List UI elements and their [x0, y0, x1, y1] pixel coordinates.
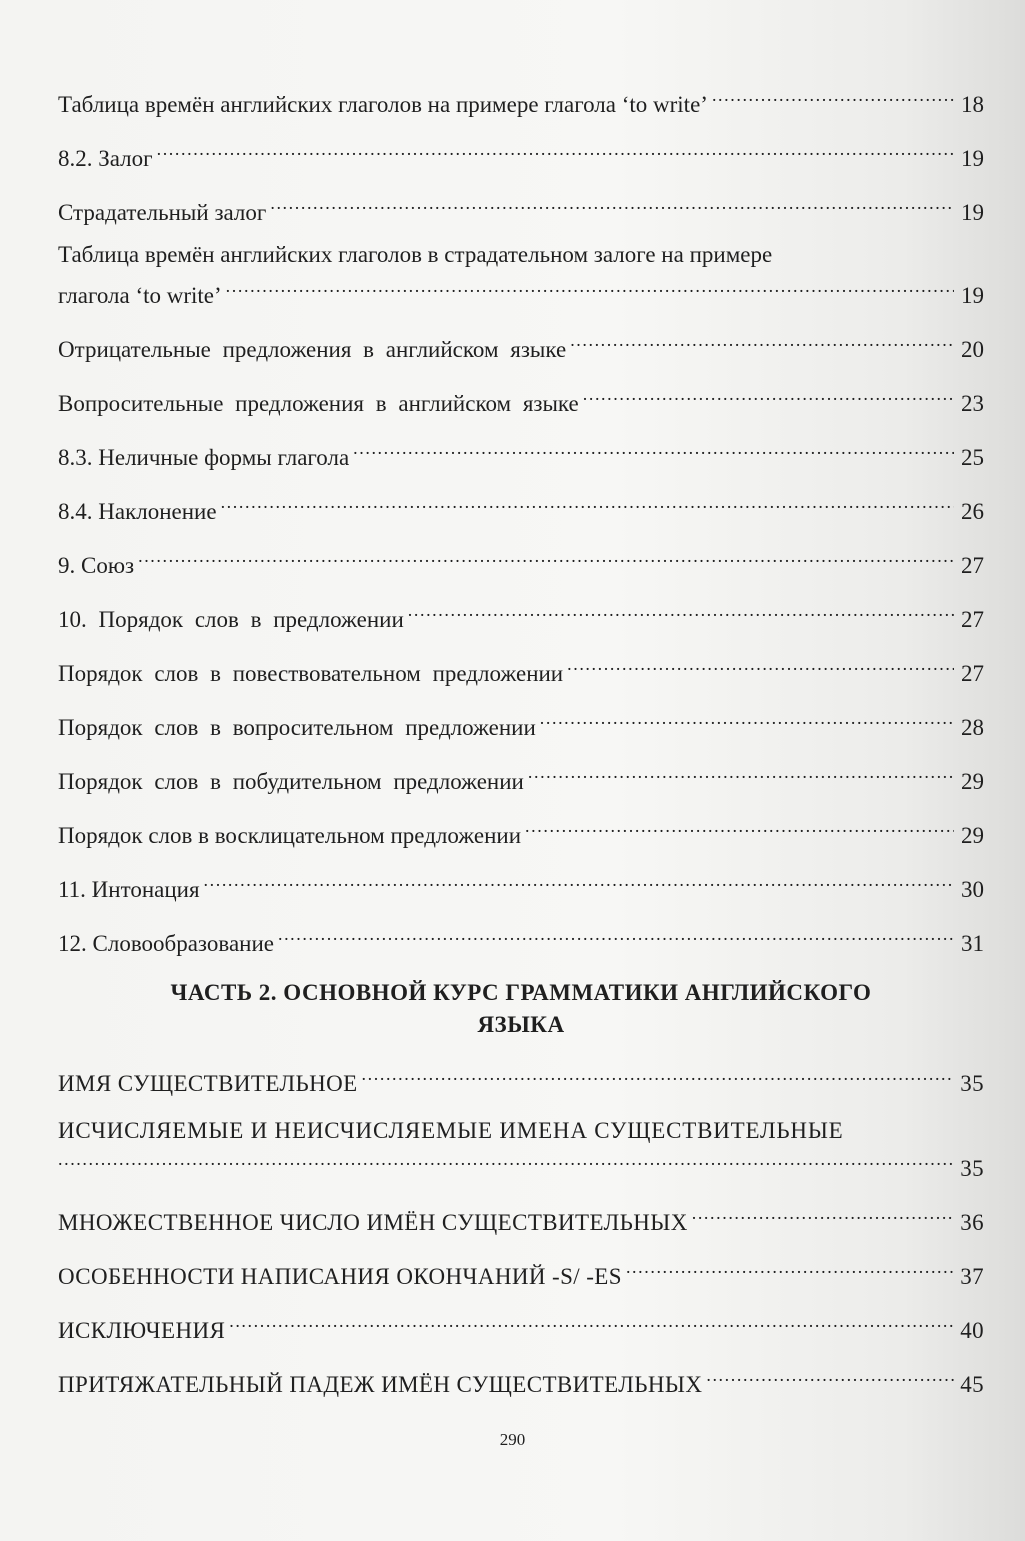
toc-entry	[58, 1200, 984, 1238]
toc-entry-title: 11. Интонация	[58, 877, 200, 902]
toc-entry	[58, 1362, 984, 1400]
toc-entry-page: 30	[961, 877, 984, 902]
toc-entry-page: 27	[961, 607, 984, 632]
toc-entry-page: 18	[961, 92, 984, 117]
dot-leader	[229, 1308, 954, 1338]
toc-entry-title: ПРИТЯЖАТЕЛЬНЫЙ ПАДЕЖ ИМЁН СУЩЕСТВИТЕЛЬНЫХ	[58, 1372, 703, 1397]
toc-entry	[58, 1061, 984, 1099]
toc-entry-page: 40	[960, 1318, 984, 1343]
toc-entry-page: 19	[961, 146, 984, 171]
toc-entry-page: 36	[960, 1210, 984, 1235]
toc-entry-title-line1: ИСЧИСЛЯЕМЫЕ И НЕИСЧИСЛЯЕМЫЕ ИМЕНА СУЩЕСТВИТЕЛЬНЫЕ	[58, 1118, 844, 1143]
toc-entry-title: 12. Словообразование	[58, 931, 274, 956]
toc-entry	[58, 82, 984, 120]
toc-entry	[58, 273, 984, 311]
dot-leader	[58, 1146, 954, 1176]
toc-entry-page: 26	[961, 499, 984, 524]
toc-entry-page: 35	[960, 1156, 984, 1181]
toc-entry-page: 19	[961, 200, 984, 225]
dot-leader	[204, 867, 954, 897]
toc-entry-page: 35	[960, 1071, 984, 1096]
toc-entry-title: ИМЯ СУЩЕСТВИТЕЛЬНОЕ	[58, 1071, 358, 1096]
toc-entry-title: Порядок слов в повествовательном предложении	[58, 661, 564, 686]
toc-entry-page: 25	[961, 445, 984, 470]
toc-entry-title: глагола ‘to write’	[58, 283, 222, 308]
part-heading-line1: ЧАСТЬ 2. ОСНОВНОЙ КУРС ГРАММАТИКИ АНГЛИЙСКОГО	[170, 980, 872, 1005]
toc-entry-page: 28	[961, 715, 984, 740]
page-number: 290	[499, 1430, 526, 1449]
toc-entry	[58, 190, 984, 228]
toc-entry-title: 9. Союз	[58, 553, 135, 578]
dot-leader	[626, 1254, 954, 1284]
dot-leader	[221, 489, 954, 519]
toc-entry-title: Отрицательные предложения в английском языке	[58, 337, 567, 362]
dot-leader	[525, 813, 954, 843]
toc-entry-title: Страдательный залог	[58, 200, 267, 225]
dot-leader	[362, 1061, 954, 1091]
toc-entry	[58, 136, 984, 174]
toc-entry	[58, 543, 984, 581]
toc-entry-title: 8.3. Неличные формы глагола	[58, 445, 350, 470]
toc-entry-page: 27	[961, 553, 984, 578]
toc-entry-title: ОСОБЕННОСТИ НАПИСАНИЯ ОКОНЧАНИЙ -S/ -ES	[58, 1264, 622, 1289]
dot-leader	[226, 273, 954, 303]
dot-leader	[528, 759, 954, 789]
dot-leader	[567, 651, 954, 681]
toc-entry	[58, 705, 984, 743]
toc-entry-title: МНОЖЕСТВЕННОЕ ЧИСЛО ИМЁН СУЩЕСТВИТЕЛЬНЫХ	[58, 1210, 688, 1235]
toc-entry-page: 23	[961, 391, 984, 416]
toc-entry	[58, 813, 984, 851]
toc-entry-page: 31	[961, 931, 984, 956]
dot-leader	[712, 82, 954, 112]
toc-entry-page: 19	[961, 283, 984, 308]
toc-entry	[58, 867, 984, 905]
toc-entry	[58, 597, 984, 635]
dot-leader	[278, 921, 954, 951]
toc-entry-title: Вопросительные предложения в английском языке	[58, 391, 579, 416]
toc-entry-title: Порядок слов в побудительном предложении	[58, 769, 524, 794]
dot-leader	[157, 136, 954, 166]
dot-leader	[570, 327, 954, 357]
part-heading-line2: ЯЗЫКА	[477, 1012, 565, 1037]
toc-entry	[58, 921, 984, 959]
toc-entry	[58, 327, 984, 365]
dot-leader	[353, 435, 954, 465]
toc-entry-page: 20	[961, 337, 984, 362]
toc-entry-title: 8.4. Наклонение	[58, 499, 217, 524]
toc-entry	[58, 489, 984, 527]
toc-entry	[58, 759, 984, 797]
toc-entry	[58, 1254, 984, 1292]
toc-entry-title: ИСКЛЮЧЕНИЯ	[58, 1318, 226, 1343]
toc-entry-page: 29	[961, 823, 984, 848]
dot-leader	[692, 1200, 954, 1230]
toc-entry-page: 45	[960, 1372, 984, 1397]
dot-leader	[270, 190, 954, 220]
toc-entry-page: 27	[961, 661, 984, 686]
toc-entry-title: Порядок слов в вопросительном предложении	[58, 715, 536, 740]
dot-leader	[540, 705, 954, 735]
toc-entry	[58, 1146, 984, 1184]
toc-entry	[58, 435, 984, 473]
toc-entry-title: 8.2. Залог	[58, 146, 153, 171]
toc-entry-title: Таблица времён английских глаголов на примере глагола ‘to write’	[58, 92, 708, 117]
toc-entry-title: Порядок слов в восклицательном предложении	[58, 823, 522, 848]
toc-entry-page: 29	[961, 769, 984, 794]
toc-entry-title-line1: Таблица времён английских глаголов в страдательном залоге на примере	[58, 242, 773, 267]
toc-entry	[58, 651, 984, 689]
toc-entry	[58, 381, 984, 419]
toc-entry-page: 37	[960, 1264, 984, 1289]
dot-leader	[138, 543, 954, 573]
dot-leader	[408, 597, 954, 627]
toc-entry-title: 10. Порядок слов в предложении	[58, 607, 404, 632]
dot-leader	[706, 1362, 954, 1392]
dot-leader	[583, 381, 954, 411]
toc-entry	[58, 1308, 984, 1346]
